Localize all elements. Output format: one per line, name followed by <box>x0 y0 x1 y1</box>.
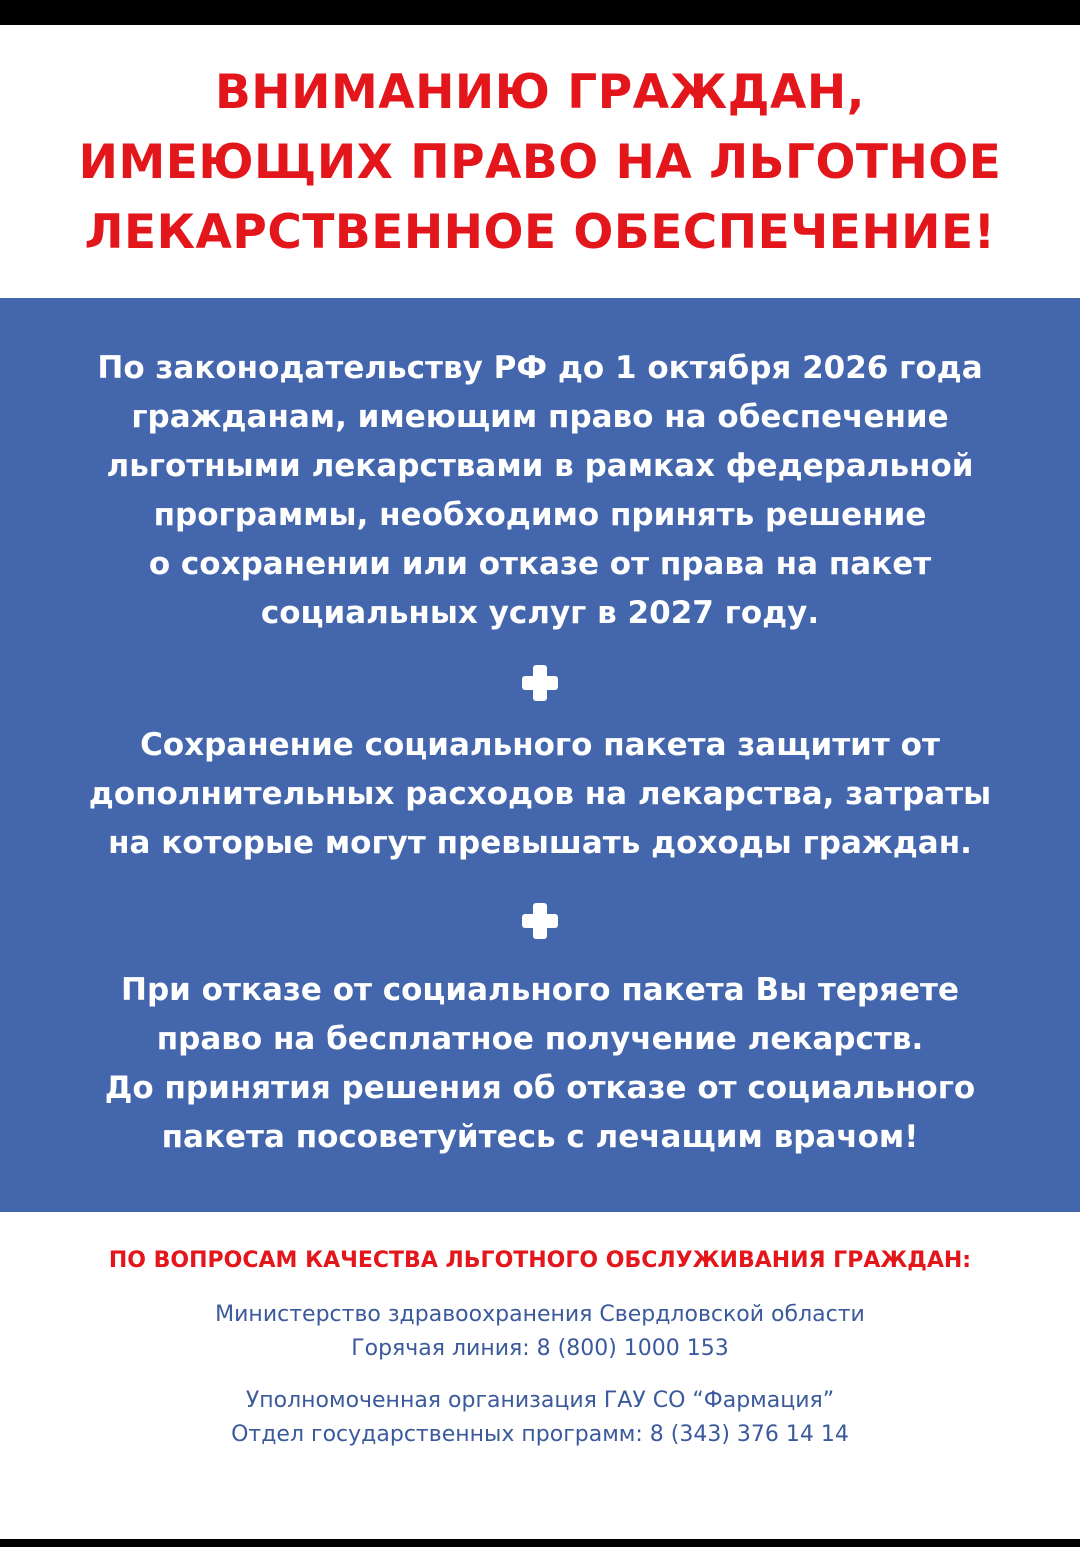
paragraph-line: льготными лекарствами в рамках федеральной <box>106 448 974 484</box>
paragraph-line: социальных услуг в 2027 году. <box>260 595 820 631</box>
title-line: ИМЕЮЩИХ ПРАВО НА ЛЬГОТНОЕ <box>78 135 1002 190</box>
paragraph-line: По законодательству РФ до 1 октября 2026 года <box>97 350 983 386</box>
paragraph-line: программы, необходимо принять решение <box>153 497 927 533</box>
contact-phone: Горячая линия: 8 (800) 1000 153 <box>351 1336 729 1361</box>
plus-icon <box>522 665 558 701</box>
contact-organization: Министерство здравоохранения Свердловской области <box>215 1302 865 1327</box>
warning-paragraph <box>0 966 1080 1162</box>
paragraph-line: дополнительных расходов на лекарства, затраты <box>88 776 992 812</box>
paragraph-line: на которые могут превышать доходы граждан. <box>108 825 972 861</box>
contact-ministry <box>0 1298 1080 1366</box>
paragraph-line: право на бесплатное получение лекарств. <box>156 1021 924 1057</box>
paragraph-line: гражданам, имеющим право на обеспечение <box>131 399 949 435</box>
contact-phone: Отдел государственных программ: 8 (343) 376 14 14 <box>231 1422 849 1447</box>
paragraph-line: При отказе от социального пакета Вы теряете <box>121 972 959 1008</box>
deadline-paragraph <box>0 344 1080 638</box>
paragraph-line: Сохранение социального пакета защитит от <box>140 727 940 763</box>
contacts-heading: ПО ВОПРОСАМ КАЧЕСТВА ЛЬГОТНОГО ОБСЛУЖИВАНИЯ ГРАЖДАН: <box>108 1248 972 1273</box>
paragraph-line: До принятия решения об отказе от социального <box>104 1070 976 1106</box>
title-line: ВНИМАНИЮ ГРАЖДАН, <box>214 65 866 120</box>
paragraph-line: о сохранении или отказе от права на пакет <box>148 546 932 582</box>
plus-icon <box>522 903 558 939</box>
paragraph-line: пакета посоветуйтесь с лечащим врачом! <box>161 1119 919 1155</box>
poster-title <box>0 58 1080 268</box>
contact-pharmacy <box>0 1384 1080 1452</box>
title-line: ЛЕКАРСТВЕННОЕ ОБЕСПЕЧЕНИЕ! <box>84 205 996 260</box>
contact-organization: Уполномоченная организация ГАУ СО “Фармация” <box>245 1388 835 1413</box>
benefit-paragraph <box>0 721 1080 868</box>
